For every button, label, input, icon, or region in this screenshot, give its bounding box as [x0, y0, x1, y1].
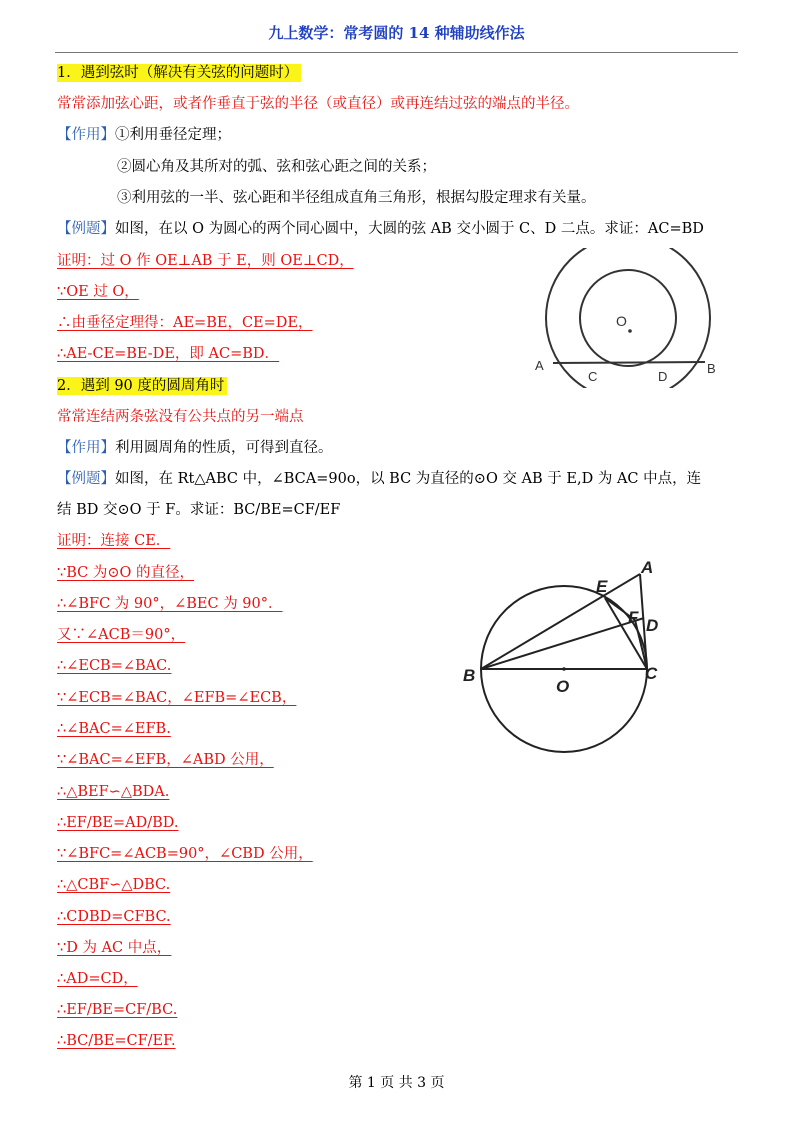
segment-bd [481, 618, 644, 669]
proof2-line: ∵∠BFC=∠ACB=90°，∠CBD 公用， [57, 846, 313, 862]
label-c: C [645, 664, 658, 683]
section1-example: 【例题】如图，在以 O 为圆心的两个同心圆中，大圆的弦 AB 交小圆于 C、D 二点。求证：AC=BD [57, 221, 704, 237]
proof2-line: ∵∠BAC=∠EFB，∠ABD 公用， [57, 752, 274, 768]
section1-effect-2: ②圆心角及其所对的弧、弦和弦心距之间的关系； [117, 159, 436, 175]
center-dot [562, 667, 566, 671]
page-title: 九上数学：常考圆的 14 种辅助线作法 [268, 24, 525, 42]
proof1-line: 证明：过 O 作 OE⊥AB 于 E，则 OE⊥CD， [57, 253, 354, 269]
concentric-circles-figure [525, 248, 735, 388]
proof1-line: ∴AE-CE=BE-DE，即 AC=BD． [57, 346, 280, 362]
proof2-line: 又∵∠ACB＝90°， [57, 627, 186, 643]
section2-example-cont: 结 BD 交⊙O 于 F。求证：BC/BE=CF/EF [57, 502, 341, 518]
label-b: B [463, 666, 476, 685]
proof2-line: ∵∠ECB=∠BAC，∠EFB=∠ECB， [57, 690, 297, 706]
label-d: D [646, 616, 659, 635]
proof2-line: ∴CDBD=CFBC. [57, 909, 171, 925]
chord-ab [553, 362, 705, 363]
proof2-line: ∴∠BAC=∠EFB. [57, 721, 171, 737]
section1-effect-3: ③利用弦的一半、弦心距和半径组成直角三角形，根据勾股定理求有关量。 [117, 190, 596, 206]
section2-method: 常常连结两条弦没有公共点的另一端点 [57, 409, 304, 425]
label-o: O [616, 313, 627, 329]
label-e: E [596, 577, 608, 596]
example-tag: 【例题】 [57, 221, 115, 237]
label-b: B [707, 361, 716, 376]
proof2-line: ∴EF/BE=CF/BC. [57, 1002, 178, 1018]
center-dot [628, 329, 632, 333]
label-c: C [588, 369, 598, 384]
effect-tag: 【作用】 [57, 440, 115, 456]
proof2-line: ∴△CBF∽△DBC. [57, 877, 171, 893]
segment-ec [605, 598, 647, 669]
proof2-line: ∵D 为 AC 中点， [57, 940, 172, 956]
proof2-line: ∴∠ECB=∠BAC. [57, 658, 172, 674]
section1-heading: 1．遇到弦时（解决有关弦的问题时） [57, 63, 301, 83]
proof2-line: ∴∠BFC 为 90°，∠BEC 为 90°． [57, 596, 283, 612]
proof1-line: ∵OE 过 O， [57, 284, 139, 300]
triangle-circle-figure [455, 552, 670, 762]
proof2-line: ∴△BEF∽△BDA. [57, 784, 170, 800]
section1-effect-1: 【作用】①利用垂径定理； [57, 127, 231, 143]
proof2-line: ∵BC 为⊙O 的直径， [57, 565, 194, 581]
label-f: F [628, 608, 639, 627]
segment-ba [481, 574, 640, 669]
label-d: D [658, 369, 668, 384]
small-circle [580, 270, 676, 366]
proof2-line: ∴BC/BE=CF/EF. [57, 1033, 176, 1049]
section2-example: 【例题】如图，在 Rt△ABC 中，∠BCA=90o，以 BC 为直径的⊙O 交 AB 于 E,D 为 AC 中点，连 [57, 471, 702, 487]
label-a: A [641, 558, 654, 577]
section1-method: 常常添加弦心距，或者作垂直于弦的半径（或直径）或再连结过弦的端点的半径。 [57, 96, 579, 112]
section2-heading: 2．遇到 90 度的圆周角时 [57, 376, 227, 396]
label-o: O [556, 677, 570, 696]
header-divider [55, 52, 738, 53]
label-a: A [535, 358, 544, 373]
example-tag: 【例题】 [57, 471, 115, 487]
proof1-line: ∴由垂径定理得：AE=BE，CE=DE， [57, 315, 313, 331]
effect-tag: 【作用】 [57, 127, 115, 143]
proof2-line: 证明：连接 CE． [57, 533, 171, 549]
proof2-line: ∴AD=CD， [57, 971, 138, 987]
page-footer: 第 1 页 共 3 页 [348, 1075, 445, 1091]
section2-effect: 【作用】利用圆周角的性质，可得到直径。 [57, 440, 333, 456]
proof2-line: ∴EF/BE=AD/BD. [57, 815, 179, 831]
